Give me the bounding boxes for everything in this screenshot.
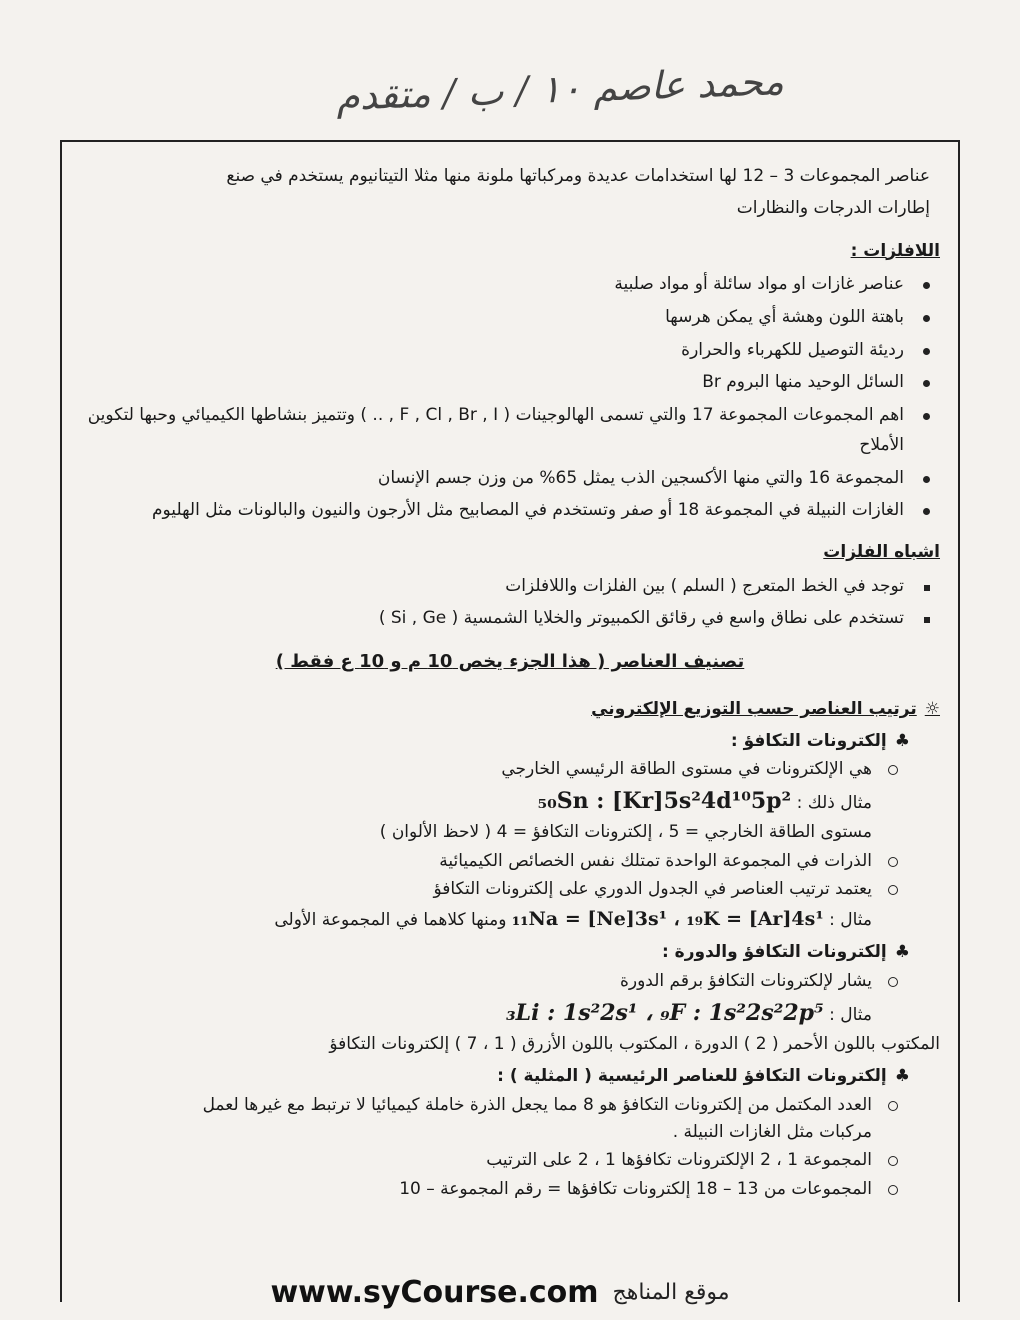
list-item: يشار لإلكترونات التكافؤ برقم الدورة bbox=[80, 968, 872, 995]
site-watermark bbox=[220, 1270, 780, 1314]
electron-config-heading-text: ترتيب العناصر حسب التوزيع الإلكتروني bbox=[591, 699, 917, 720]
watermark-arabic: موقع المناهج bbox=[612, 1279, 730, 1305]
metalloids-heading: اشباه الفلزات bbox=[823, 542, 940, 563]
example-label: مثال : bbox=[829, 1005, 872, 1026]
li-f-configuration-formula: ₃Li : 1s²2s¹ ، ₉F : 1s²2s²2p⁵ bbox=[506, 1000, 824, 1027]
list-item bbox=[80, 1092, 872, 1146]
na-k-configuration-formula: ₁₁Na = [Ne]3s¹ ، ₁₉K = [Ar]4s¹ bbox=[511, 908, 824, 931]
list-item: تستخدم على نطاق واسع في رقائق الكمبيوتر والخلايا الشمسية ( Si , Ge ) bbox=[80, 604, 904, 634]
valence-example-2 bbox=[80, 904, 940, 934]
tin-configuration-formula: ₅₀Sn : [Kr]5s²4d¹⁰5p² bbox=[537, 788, 792, 815]
example-tail: ومنها كلاهما في المجموعة الأولى bbox=[274, 910, 507, 931]
nonmetals-list bbox=[80, 270, 940, 526]
main-groups-item-1-cont: مركبات مثل الغازات النبيلة . bbox=[672, 1122, 872, 1143]
list-item: عناصر غازات او مواد سائلة أو مواد صلبية bbox=[80, 270, 904, 300]
valence-list-2 bbox=[80, 848, 940, 903]
main-groups-item-1: العدد المكتمل من إلكترونات التكافؤ هو 8 مما يجعل الذرة خاملة كيميائيا لا ترتبط مع غيرها لعمل bbox=[202, 1094, 872, 1115]
document-body bbox=[80, 150, 940, 1204]
valence-period-note: المكتوب باللون الأحمر ( 2 ) الدورة ، المكتوب باللون الأزرق ( 1 ، 7 ) إلكترونات التكافؤ bbox=[329, 1034, 940, 1055]
main-groups-heading-text: إلكترونات التكافؤ للعناصر الرئيسية ( المثلية ) : bbox=[497, 1066, 887, 1087]
valence-period-heading bbox=[80, 940, 910, 966]
club-icon: ♣ bbox=[894, 730, 910, 751]
list-item: رديئة التوصيل للكهرباء والحرارة bbox=[80, 336, 904, 366]
example-label: مثال : bbox=[829, 910, 872, 931]
list-item: المجموعة 16 والتي منها الأكسجين الذب يمثل 65% من وزن جسم الإنسان bbox=[80, 464, 904, 494]
valence-example bbox=[80, 784, 940, 819]
list-item: توجد في الخط المتعرج ( السلم ) بين الفلزات واللافلزات bbox=[80, 572, 904, 602]
list-item: الذرات في المجموعة الواحدة تمتلك نفس الخصائص الكيميائية bbox=[80, 848, 872, 875]
club-icon: ♣ bbox=[894, 1066, 910, 1087]
list-item: اهم المجموعات المجموعة 17 والتي تسمى الهالوجينات ( F , Cl , Br , I , .. ) وتتميز بنشاطها الكيميائي وحبها لتكوين الأملاح bbox=[80, 401, 904, 461]
metalloids-list bbox=[80, 572, 940, 635]
valence-period-heading-text: إلكترونات التكافؤ والدورة : bbox=[661, 942, 887, 963]
list-item: هي الإلكترونات في مستوى الطاقة الرئيسي الخارجي bbox=[80, 756, 872, 783]
valence-note: مستوى الطاقة الخارجي = 5 ، إلكترونات التكافؤ = 4 ( لاحظ الألوان ) bbox=[379, 822, 872, 843]
intro-line-2: إطارات الدرجات والنظارات bbox=[736, 198, 930, 219]
main-groups-list bbox=[80, 1092, 940, 1203]
valence-period-list bbox=[80, 968, 940, 995]
watermark-url: www.syCourse.com bbox=[270, 1274, 599, 1310]
electron-config-heading bbox=[80, 697, 940, 723]
valence-heading bbox=[80, 729, 910, 755]
valence-heading-text: إلكترونات التكافؤ : bbox=[730, 730, 887, 751]
handwritten-student-note: محمد عاصم ١٠ / ب / متقدم bbox=[335, 59, 785, 119]
nonmetals-heading: اللافلزات : bbox=[850, 240, 940, 261]
list-item: يعتمد ترتيب العناصر في الجدول الدوري على إلكترونات التكافؤ bbox=[80, 876, 872, 903]
list-item: المجموعة 1 ، 2 الإلكترونات تكافؤها 1 ، 2 على الترتيب bbox=[80, 1147, 872, 1174]
intro-paragraph bbox=[80, 160, 930, 225]
valence-list bbox=[80, 756, 940, 783]
classification-title: تصنيف العناصر ( هذا الجزء يخص 10 م و 10 ع فقط ) bbox=[275, 651, 745, 673]
main-groups-heading bbox=[80, 1064, 910, 1090]
list-item: باهتة اللون وهشة أي يمكن هرسها bbox=[80, 303, 904, 333]
list-item: الغازات النبيلة في المجموعة 18 أو صفر وتستخدم في المصابيح مثل الأرجون والنيون والبالونات مثل الهليوم bbox=[80, 496, 904, 526]
sun-icon: ☼ bbox=[924, 699, 940, 720]
club-icon: ♣ bbox=[894, 942, 910, 963]
example-label: مثال ذلك : bbox=[796, 793, 872, 814]
list-item: السائل الوحيد منها البروم Br bbox=[80, 368, 904, 398]
list-item: المجموعات من 13 – 18 إلكترونات تكافؤها = رقم المجموعة – 10 bbox=[80, 1176, 872, 1203]
intro-line-1: عناصر المجموعات 3 – 12 لها استخدامات عديدة ومركباتها ملونة منها مثلا التيتانيوم يستخدم في صنع bbox=[226, 166, 930, 186]
valence-period-example bbox=[80, 996, 940, 1031]
